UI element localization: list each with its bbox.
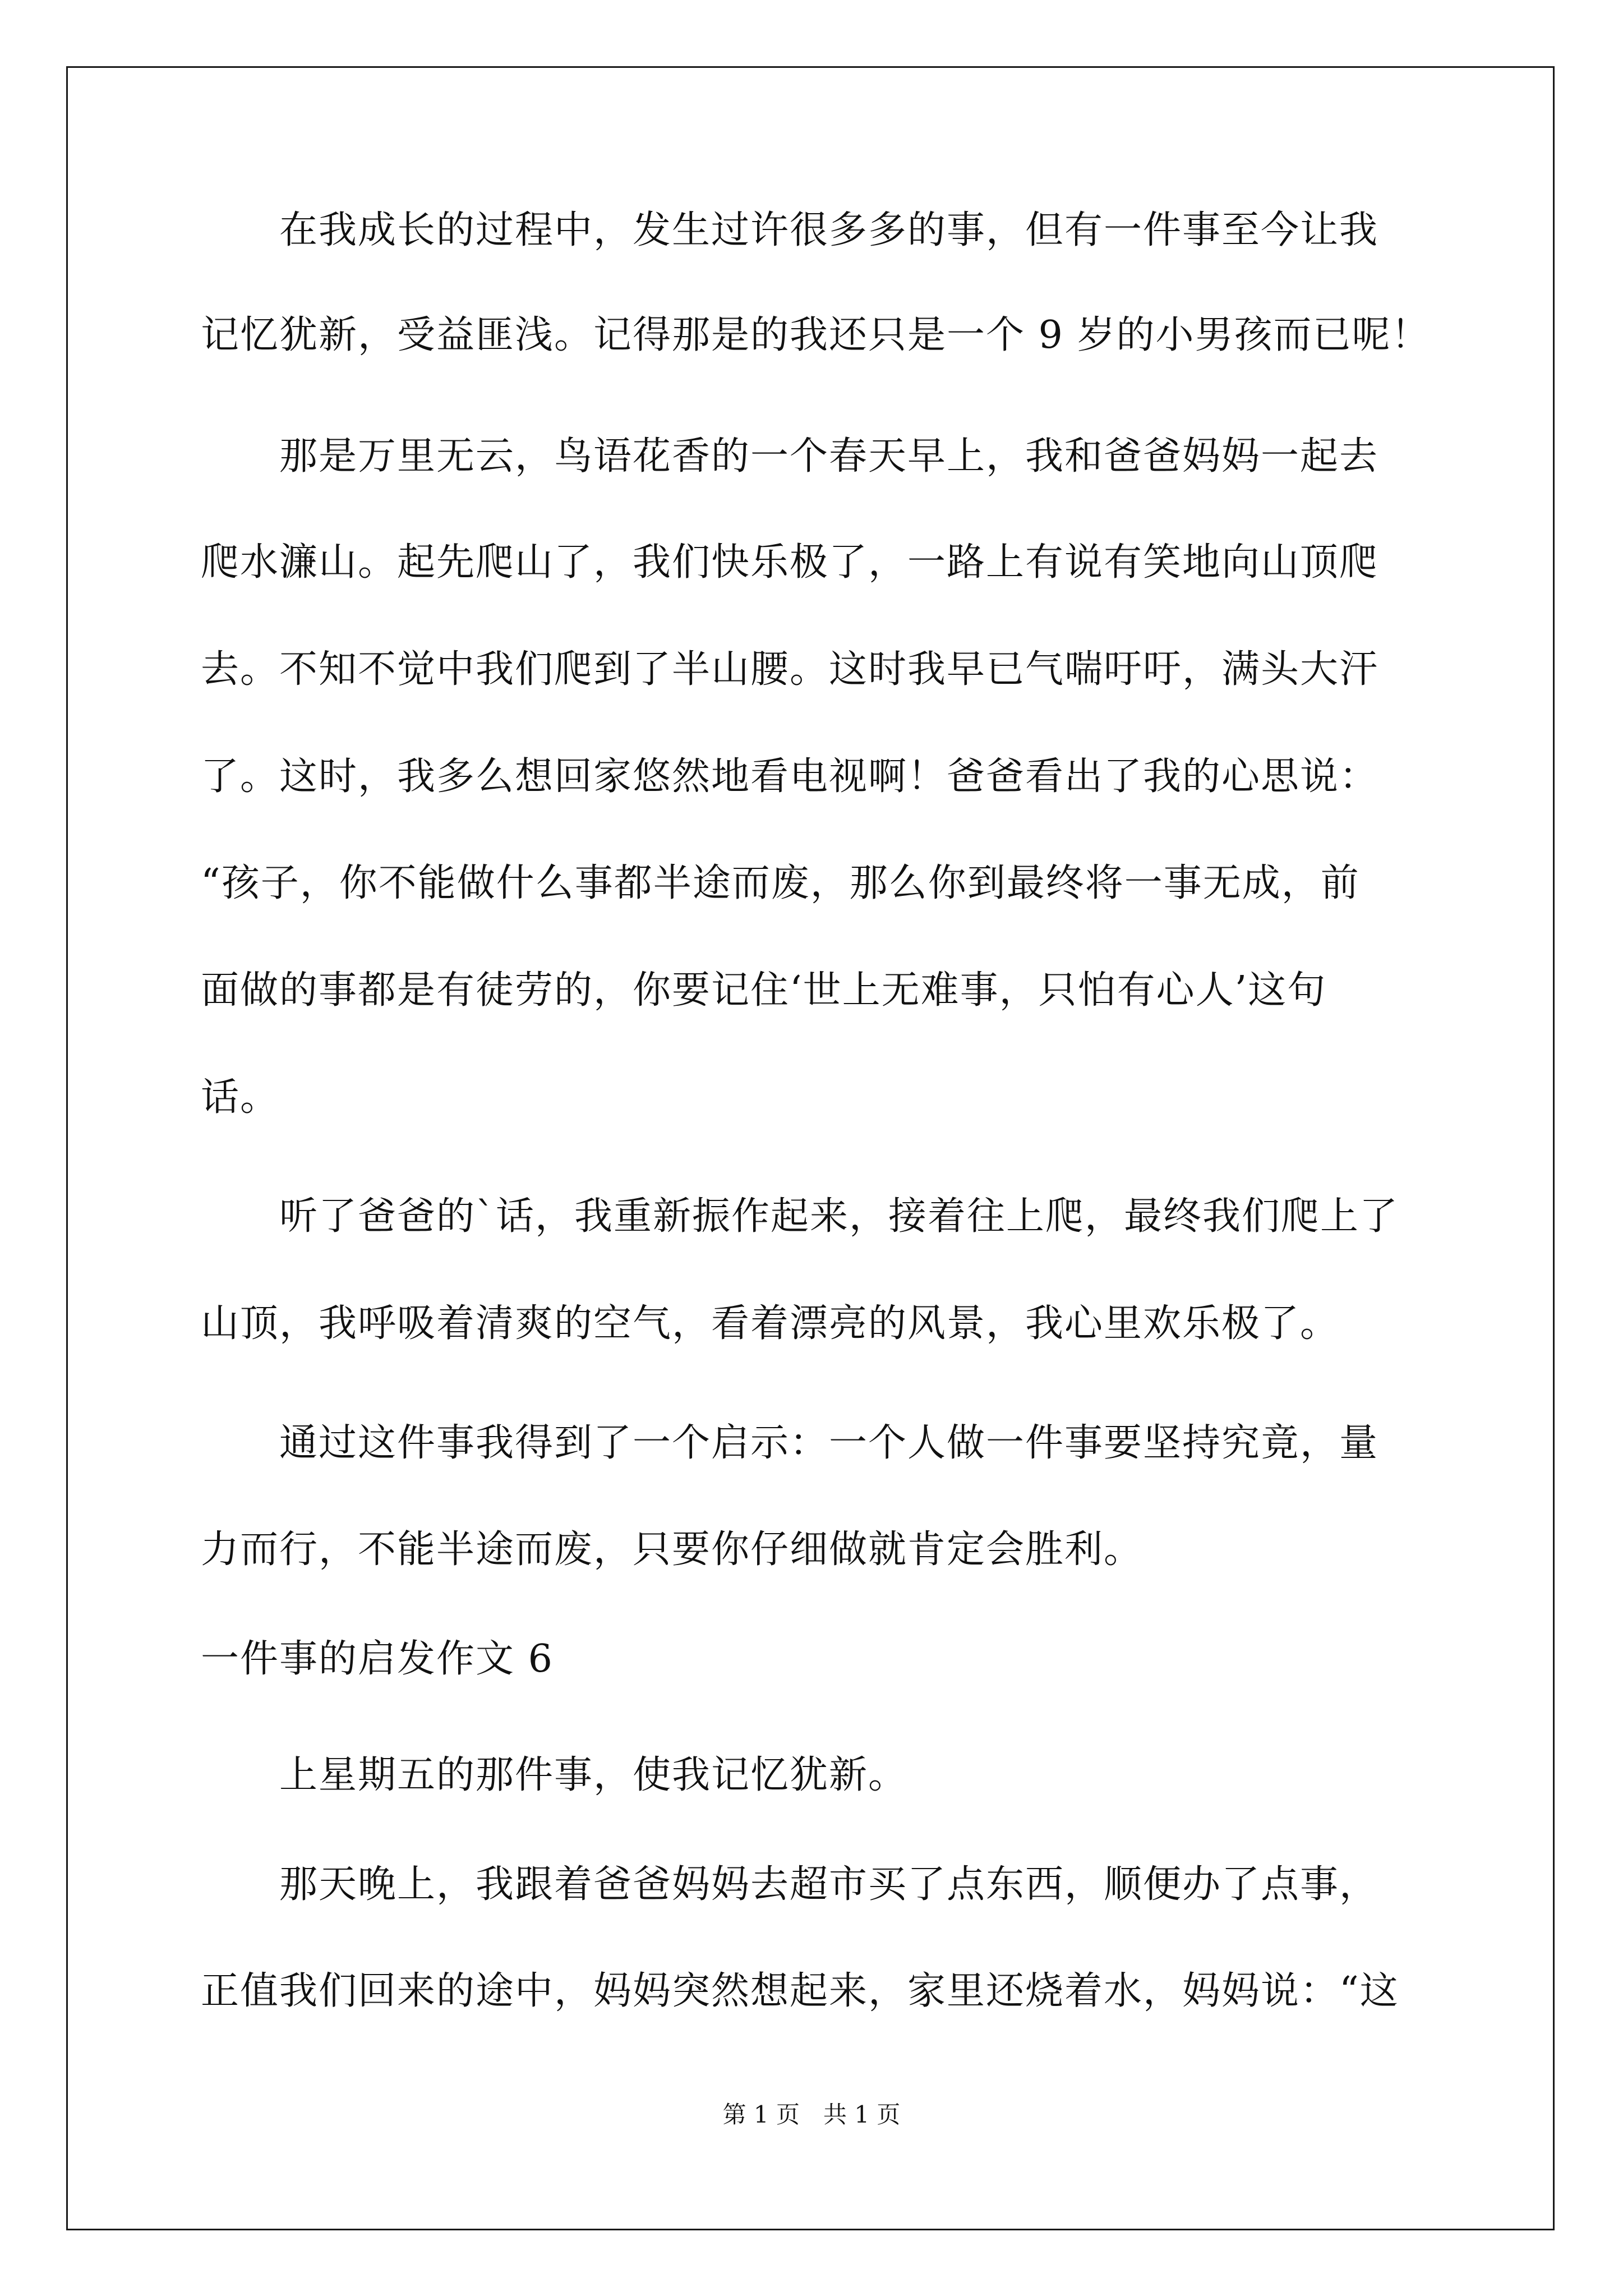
text-line: 爬水濂山。起先爬山了，我们快乐极了，一路上有说有笑地向山顶爬 <box>201 540 1379 585</box>
text-line: 正值我们回来的途中，妈妈突然想起来，家里还烧着水，妈妈说：“这 <box>201 1969 1399 2013</box>
text-line: 在我成长的过程中，发生过许很多多的事，但有一件事至今让我 <box>201 208 1379 252</box>
text-line: 上星期五的那件事，使我记忆犹新。 <box>201 1753 908 1797</box>
text-line: 那是万里无云，鸟语花香的一个春天早上，我和爸爸妈妈一起去 <box>201 434 1379 478</box>
text-line: 面做的事都是有徒劳的，你要记住‘世上无难事，只怕有心人’这句 <box>201 968 1327 1013</box>
text-line: 记忆犹新，受益匪浅。记得那是的我还只是一个 9 岁的小男孩而已呢！ <box>201 313 1431 357</box>
text-line: 了。这时，我多么想回家悠然地看电视啊！爸爸看出了我的心思说： <box>201 754 1379 799</box>
text-line: 山顶，我呼吸着清爽的空气，看着漂亮的风景，我心里欢乐极了。 <box>201 1301 1340 1346</box>
text-line: 去。不知不觉中我们爬到了半山腰。这时我早已气喘吁吁，满头大汗 <box>201 647 1379 692</box>
section-heading: 一件事的启发作文 6 <box>201 1637 554 1681</box>
text-line: 话。 <box>201 1075 280 1120</box>
page-footer: 第 1 页 共 1 页 <box>722 2101 901 2128</box>
text-line: 力而行，不能半途而废，只要你仔细做就肯定会胜利。 <box>201 1527 1144 1572</box>
text-line: 那天晚上，我跟着爸爸妈妈去超市买了点东西，顺便办了点事， <box>201 1862 1379 1907</box>
text-line: “孩子，你不能做什么事都半途而废，那么你到最终将一事无成，前 <box>201 861 1360 905</box>
text-line: 通过这件事我得到了一个启示：一个人做一件事要坚持究竟，量 <box>201 1421 1379 1465</box>
text-line: 听了爸爸的`话，我重新振作起来，接着往上爬，最终我们爬上了 <box>201 1194 1399 1239</box>
